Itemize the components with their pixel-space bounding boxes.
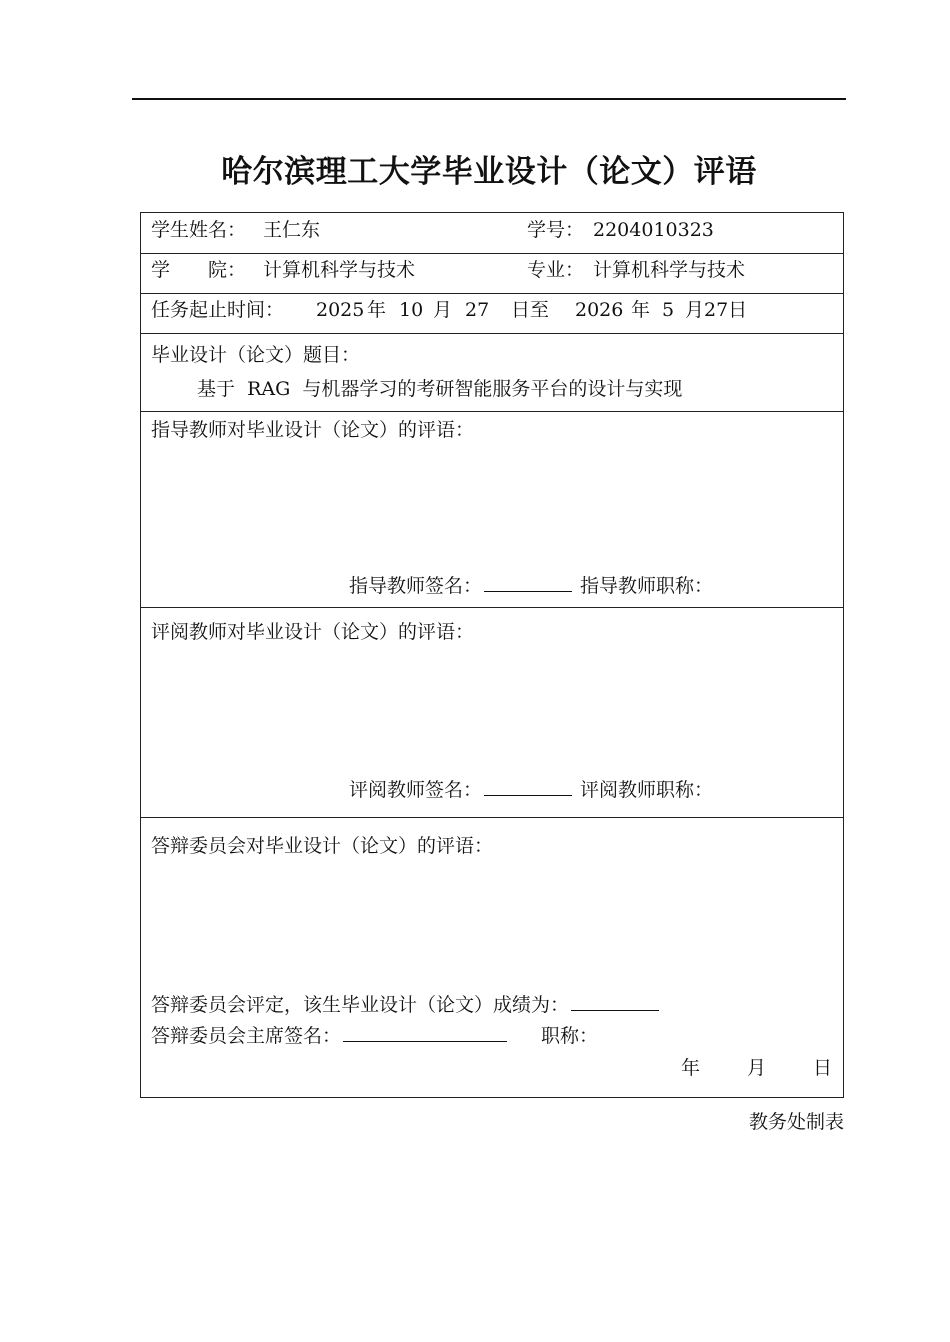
advisor-signature-line[interactable] [484, 575, 572, 592]
topic-value: 基于 RAG 与机器学习的考研智能服务平台的设计与实现 [197, 378, 683, 400]
reviewer-comment-label: 评阅教师对毕业设计（论文）的评语： [151, 621, 475, 643]
student-id-label: 学号： [527, 219, 585, 241]
top-rule [132, 98, 846, 100]
start-year: 2025 [316, 299, 365, 321]
date-year: 年 [681, 1057, 701, 1079]
major-value: 计算机科学与技术 [593, 259, 746, 281]
row-divider [141, 333, 843, 334]
document-title: 哈尔滨理工大学毕业设计（论文）评语 [221, 154, 757, 190]
date-month: 月 [747, 1057, 767, 1079]
evaluation-form [140, 212, 844, 1098]
committee-chair-row [151, 1025, 598, 1047]
reviewer-signature-row [349, 779, 713, 801]
end-day-text: 月27日 [685, 299, 748, 321]
row-divider [141, 411, 843, 412]
student-name: 王仁东 [263, 219, 321, 241]
advisor-signature-row [349, 575, 713, 597]
day-to-text: 日至 [511, 299, 550, 321]
end-year: 2026 [575, 299, 624, 321]
reviewer-title-label: 评阅教师职称： [580, 779, 714, 801]
start-year-char: 年 [367, 299, 387, 321]
chair-signature-line[interactable] [343, 1025, 507, 1042]
row-divider [141, 607, 843, 608]
college-value: 计算机科学与技术 [263, 259, 416, 281]
reviewer-sign-label: 评阅教师签名： [349, 779, 483, 801]
committee-chair-label: 答辩委员会主席签名： [151, 1025, 342, 1047]
start-day: 27 [465, 299, 490, 321]
topic-label: 毕业设计（论文）题目： [151, 344, 361, 366]
major-label: 专业： [527, 259, 585, 281]
committee-title-label: 职称： [541, 1025, 599, 1047]
end-month: 5 [662, 299, 675, 321]
advisor-title-label: 指导教师职称： [580, 575, 714, 597]
committee-grade-label: 答辩委员会评定，该生毕业设计（论文）成绩为： [151, 994, 570, 1016]
grade-line[interactable] [571, 994, 659, 1011]
committee-grade-row [151, 994, 667, 1016]
student-id: 2204010323 [593, 219, 714, 241]
student-name-label: 学生姓名： [151, 219, 247, 241]
period-label: 任务起止时间： [151, 299, 285, 321]
start-month: 10 [399, 299, 424, 321]
row-divider [141, 293, 843, 294]
row-divider [141, 817, 843, 818]
date-day: 日 [813, 1057, 833, 1079]
committee-comment-label: 答辩委员会对毕业设计（论文）的评语： [151, 835, 494, 857]
advisor-sign-label: 指导教师签名： [349, 575, 483, 597]
advisor-comment-label: 指导教师对毕业设计（论文）的评语： [151, 419, 475, 441]
start-month-char: 月 [433, 299, 453, 321]
footer-note: 教务处制表 [748, 1111, 844, 1133]
college-label: 学 院： [151, 259, 247, 281]
end-year-char: 年 [631, 299, 651, 321]
reviewer-signature-line[interactable] [484, 779, 572, 796]
row-divider [141, 253, 843, 254]
